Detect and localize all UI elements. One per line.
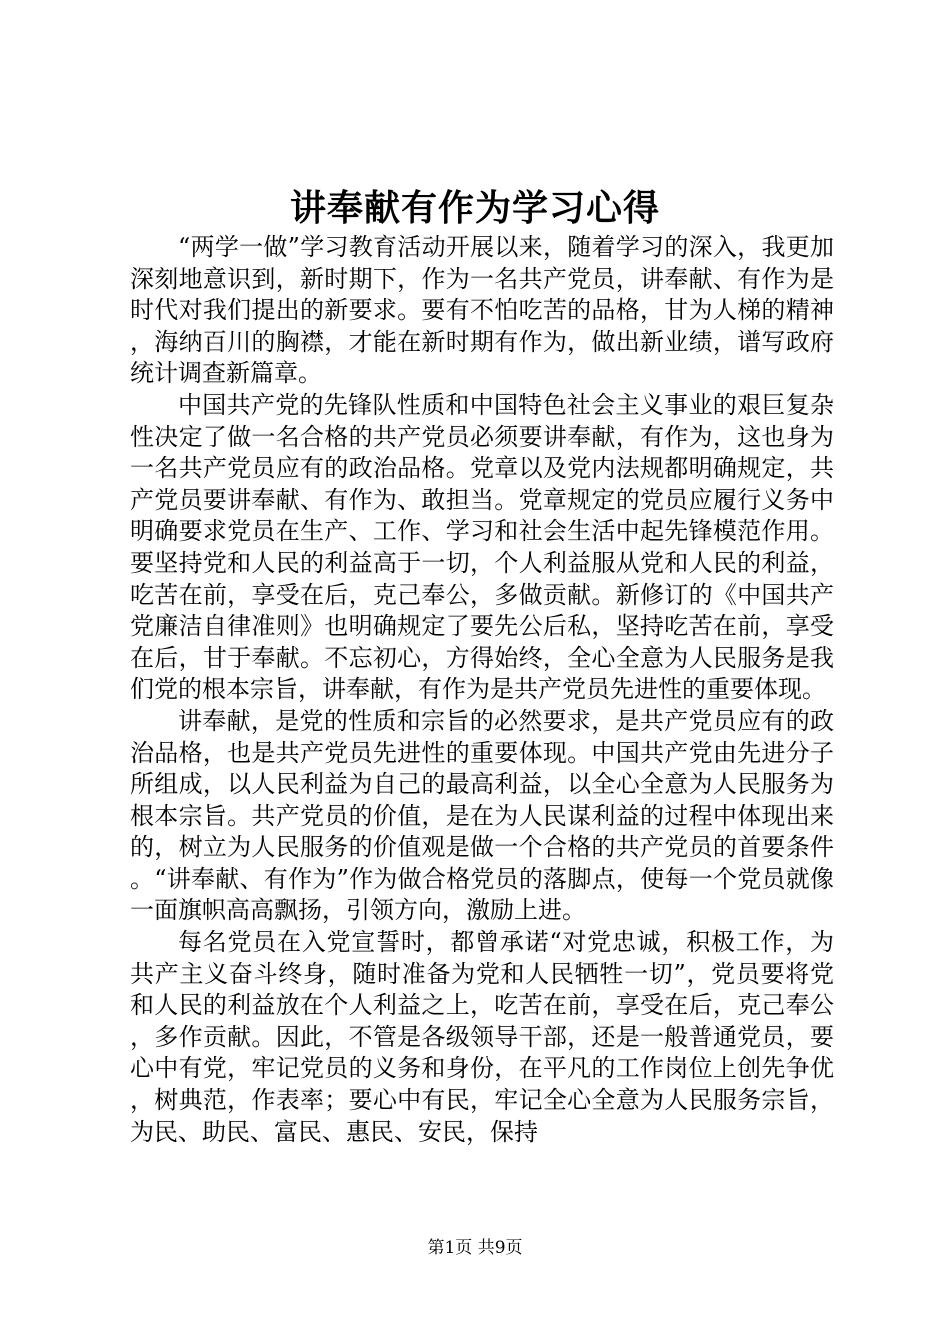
paragraph-1: “两学一做”学习教育活动开展以来，随着学习的深入，我更加深刻地意识到，新时期下，作为一名共产党员，讲奉献、有作为是时代对我们提出的新要求。要有不怕吃苦的品格，甘为人梯的精神，海纳百川的胸襟，才能在新时期有作为，做出新业绩，谱写政府统计调查新篇章。: [130, 233, 834, 388]
page-number-footer: 第1页 共9页: [427, 1238, 523, 1258]
paragraph-3: 讲奉献，是党的性质和宗旨的必然要求，是共产党员应有的政治品格，也是共产党员先进性的重要体现。中国共产党由先进分子所组成，以人民利益为自己的最高利益，以全心全意为人民服务为根本宗旨。共产党员的价值，是在为人民谋利益的过程中体现出来的，树立为人民服务的价值观是做一个合格的共产党员的首要条件。“讲奉献、有作为”作为做合格党员的落脚点，使每一个党员就像一面旗帜高高飘扬，引领方向，激励上进。: [130, 706, 834, 925]
paragraph-4: 每名党员在入党宣誓时，都曾承诺“对党忠诚，积极工作，为共产主义奋斗终身，随时准备为党和人民牺牲一切”，党员要将党和人民的利益放在个人利益之上，吃苦在前，享受在后，克己奉公，多作贡献。因此，不管是各级领导干部，还是一般普通党员，要心中有党，牢记党员的义务和身份，在平凡的工作岗位上创先争优，树典范，作表率；要心中有民，牢记全心全意为人民服务宗旨，为民、助民、富民、惠民、安民，保持: [130, 928, 834, 1146]
document-body: [130, 232, 834, 1148]
paragraph-2: 中国共产党的先锋队性质和中国特色社会主义事业的艰巨复杂性决定了做一名合格的共产党员必须要讲奉献，有作为，这也身为一名共产党员应有的政治品格。党章以及党内法规都明确规定，共产党员要讲奉献、有作为、敢担当。党章规定的党员应履行义务中明确要求党员在生产、工作、学习和社会生活中起先锋模范作用。要坚持党和人民的利益高于一切，个人利益服从党和人民的利益，吃苦在前，享受在后，克己奉公，多做贡献。新修订的《中国共产党廉洁自律准则》也明确规定了要先公后私，坚持吃苦在前，享受在后，甘于奉献。不忘初心，方得始终，全心全意为人民服务是我们党的根本宗旨，讲奉献，有作为是共产党员先进性的重要体现。: [130, 390, 834, 704]
document-title: 讲奉献有作为学习心得: [289, 187, 660, 229]
